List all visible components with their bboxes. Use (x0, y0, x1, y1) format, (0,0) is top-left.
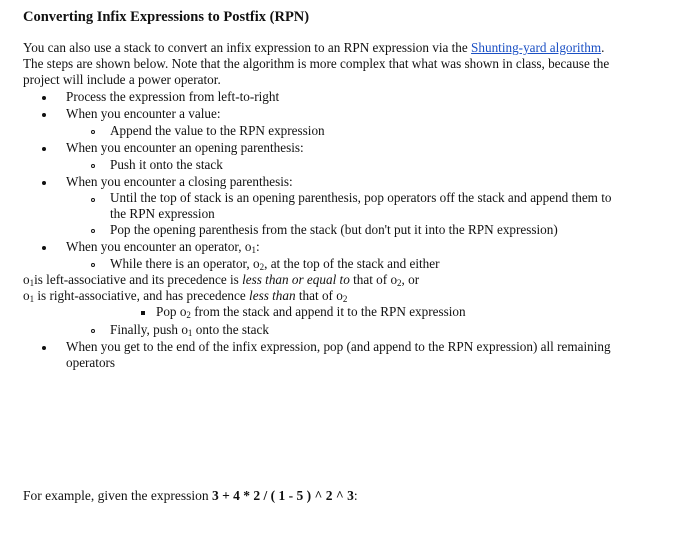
pop-text: Pop o (156, 304, 187, 319)
subscript: 1 (29, 278, 35, 288)
cond-end: , or (401, 272, 420, 287)
step-open-paren-push: Push it onto the stack (110, 157, 223, 172)
bullet-icon (42, 346, 46, 350)
condition-left-assoc (23, 272, 419, 288)
intro-text: You can also use a stack to convert an infix expression to an RPN expression via the (23, 40, 472, 55)
intro-line-2: The steps are shown below. Note that the algorithm is more complex that what was shown in class, because the (23, 56, 610, 71)
example-colon: : (353, 488, 358, 503)
circle-bullet-icon (91, 130, 95, 134)
step-value-append: Append the value to the RPN expression (110, 123, 325, 138)
circle-bullet-icon (91, 263, 95, 267)
step-end-2: operators (66, 355, 116, 370)
op-symbol: o (23, 288, 30, 303)
subscript: 2 (259, 262, 265, 272)
step-close-paren: When you encounter a closing parenthesis: (66, 174, 293, 189)
step-operator-text: When you encounter an operator, o (66, 239, 252, 254)
example-line (23, 488, 358, 504)
shunting-yard-link[interactable]: Shunting-yard algorithm (471, 40, 602, 55)
intro-period: . (601, 40, 605, 55)
bullet-icon (42, 181, 46, 185)
bullet-icon (42, 113, 46, 117)
circle-bullet-icon (91, 164, 95, 168)
intro-line-3: project will include a power operator. (23, 72, 221, 87)
push-text-end: onto the stack (192, 322, 269, 337)
pop-text-end: from the stack and append it to the RPN expression (190, 304, 466, 319)
op-symbol: o (23, 272, 30, 287)
step-operator-push (110, 322, 269, 338)
example-text: For example, given the expression (23, 488, 212, 503)
subscript: 1 (187, 328, 193, 338)
push-text: Finally, push o (110, 322, 188, 337)
circle-bullet-icon (91, 229, 95, 233)
step-close-paren-pop-2: the RPN expression (110, 206, 215, 221)
square-bullet-icon (141, 311, 145, 315)
bullet-icon (42, 147, 46, 151)
subscript: 2 (397, 278, 402, 288)
subscript: 2 (342, 294, 348, 304)
circle-bullet-icon (91, 329, 95, 333)
step-operator-while (110, 256, 440, 272)
bullet-icon (42, 246, 46, 250)
subscript: 1 (251, 245, 256, 255)
cond-mid: that of o (349, 272, 398, 287)
step-end-1: When you get to the end of the infix expression, pop (and append to the RPN expression) all remaining (66, 339, 611, 354)
example-expression: 3 + 4 * 2 / ( 1 - 5 ) ^ 2 ^ 3 (211, 488, 354, 503)
step-operator-pop (156, 304, 466, 320)
page-title: Converting Infix Expressions to Postfix (RPN) (23, 9, 310, 25)
condition-right-assoc (23, 288, 347, 304)
while-text-end: , at the top of the stack and either (264, 256, 440, 271)
intro-line-1 (23, 40, 604, 57)
cond-emphasis: less than (249, 288, 296, 303)
cond-mid: that of o (295, 288, 343, 303)
step-open-paren: When you encounter an opening parenthesis: (66, 140, 304, 155)
circle-bullet-icon (91, 198, 95, 202)
step-operator-colon: : (256, 239, 260, 254)
step-value: When you encounter a value: (66, 106, 221, 121)
cond-text: is right-associative, and has precedence (34, 288, 250, 303)
subscript: 1 (29, 294, 35, 304)
while-text: While there is an operator, o (110, 256, 260, 271)
step-close-paren-pop-open: Pop the opening parenthesis from the stack (but don't put it into the RPN expression) (110, 222, 558, 237)
subscript: 2 (186, 310, 191, 320)
bullet-icon (42, 96, 46, 100)
step-close-paren-pop-1: Until the top of stack is an opening parenthesis, pop operators off the stack and append them to (110, 190, 612, 205)
step-operator (66, 239, 260, 255)
cond-emphasis: less than or equal to (242, 272, 350, 287)
step-process: Process the expression from left-to-right (66, 89, 280, 104)
cond-text: is left-associative and its precedence is (34, 272, 243, 287)
